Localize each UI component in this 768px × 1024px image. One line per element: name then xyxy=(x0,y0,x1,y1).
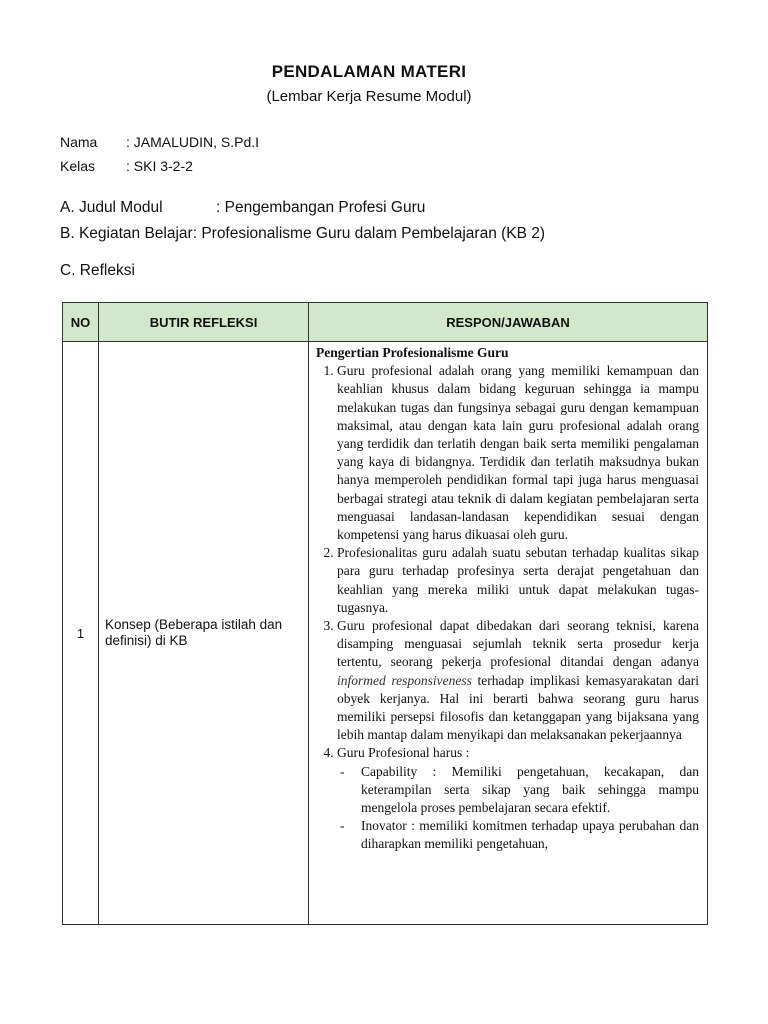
col-header-respon: RESPON/JAWABAN xyxy=(309,303,708,342)
sub-list-item: - Inovator : memiliki komitmen terhadap upaya perubahan dan diharapkan memiliki pengetahuan, xyxy=(361,817,699,853)
table-header-row xyxy=(63,303,708,342)
name-value: : JAMALUDIN, S.Pd.I xyxy=(126,134,260,150)
item4-text: Guru Profesional harus : xyxy=(337,745,470,761)
page-subtitle: (Lembar Kerja Resume Modul) xyxy=(266,88,472,105)
list-item xyxy=(337,617,699,744)
row-number: 1 xyxy=(63,342,99,925)
class-row xyxy=(60,158,193,174)
col-header-butir: BUTIR REFLEKSI xyxy=(99,303,309,342)
module-title-row xyxy=(60,199,425,217)
list-item: 2. Profesionalitas guru adalah suatu sebutan terhadap kualitas sikap para guru terhadap profesinya serta derajat pengetahuan dan keahlian yang mereka miliki untuk dapat melakukan tugas-tugasnya. xyxy=(337,544,699,617)
response-heading: Pengertian Profesionalisme Guru xyxy=(316,345,509,360)
learning-activity-label: B. Kegiatan Belajar xyxy=(60,225,193,242)
page-title: PENDALAMAN MATERI xyxy=(271,62,467,81)
module-title-value: : Pengembangan Profesi Guru xyxy=(216,199,426,216)
reflection-item: Konsep (Beberapa istilah dan definisi) di KB xyxy=(99,342,309,925)
sub-list xyxy=(337,763,699,854)
col-header-no: NO xyxy=(63,303,99,342)
item3-emphasis: informed responsiveness xyxy=(337,672,472,688)
class-label: Kelas xyxy=(60,158,96,174)
list-item: 1. Guru profesional adalah orang yang memiliki kemampuan dan keahlian khusus dalam bidang keguruan sehingga ia mampu melakukan tugas dan fungsinya sebagai guru dengan kemampuan maksimal, atau dengan kata lain guru profesional adalah orang yang terdidik dan terlatih dengan baik serta memiliki pengalaman yang kaya di bidangnya. Terdidik dan terlatih maksudnya bukan hanya memperoleh pendidikan formal tapi juga harus menguasai berbagai strategi atau teknik di dalam kegiatan pembelajaran serta menguasai landasan-landasan kependidikan sesuai dengan kompetensi yang harus dikuasai oleh guru. xyxy=(337,362,699,544)
sub-list-item: - Capability : Memiliki pengetahuan, kecakapan, dan keterampilan serta sikap yang baik sehingga mampu mengelola proses pembelajaran secara efektif. xyxy=(361,763,699,818)
item3-text-b: terhadap implikasi kemasyarakatan dari obyek kerjanya. Hal ini berarti bahwa seorang guru harus memiliki persepsi filosofis dan ketanggapan yang bijaksana yang lebih mantap dalam menyikapi dan melaksanakan pekerjaannya xyxy=(337,672,700,743)
response-cell xyxy=(309,342,708,925)
module-title-label: A. Judul Modul xyxy=(60,199,163,216)
name-row xyxy=(60,134,259,150)
reflection-table xyxy=(62,302,708,925)
item3-text-a: Guru profesional dapat dibedakan dari seorang teknisi, karena disamping menguasai sejumlah teknik serta prosedur kerja tertentu, seorang pekerja profesional ditandai dengan adanya xyxy=(337,618,699,670)
definition-list xyxy=(316,362,699,853)
learning-activity-row xyxy=(60,225,545,243)
name-label: Nama xyxy=(60,134,98,150)
table-row xyxy=(63,342,708,925)
class-value: : SKI 3-2-2 xyxy=(126,158,193,174)
learning-activity-value: : Profesionalisme Guru dalam Pembelajaran (KB 2) xyxy=(192,225,546,242)
list-item xyxy=(337,744,699,853)
reflection-heading: C. Refleksi xyxy=(60,262,135,279)
